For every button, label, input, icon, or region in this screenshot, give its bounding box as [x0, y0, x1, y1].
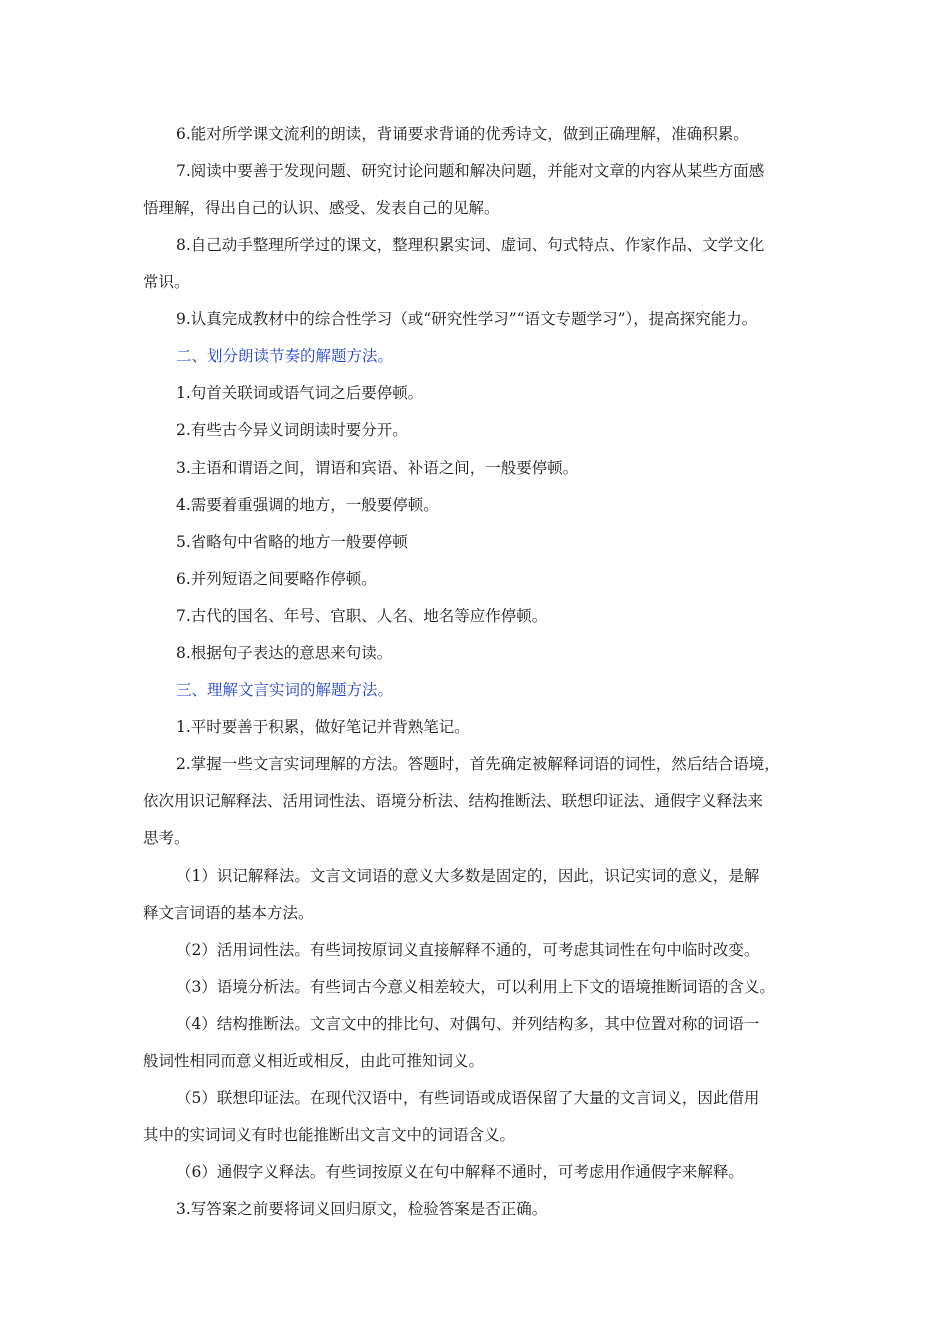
section-heading: 三、理解文言实词的解题方法。: [176, 681, 394, 699]
list-item: 3.写答案之前要将词义回归原文，检验答案是否正确。: [176, 1200, 548, 1218]
paragraph-line: 9.认真完成教材中的综合性学习（或“研究性学习”“语文专题学习”），提高探究能力。: [176, 310, 758, 328]
paragraph-line: 悟理解，得出自己的认识、感受、发表自己的见解。: [143, 199, 500, 217]
paragraph-line: 其中的实词词义有时也能推断出文言文中的词语含义。: [143, 1126, 516, 1144]
paragraph-line: 依次用识记解释法、活用词性法、语境分析法、结构推断法、联想印证法、通假字义释法来: [143, 792, 764, 810]
list-item: 5.省略句中省略的地方一般要停顿: [176, 533, 408, 551]
paragraph-line: 释文言词语的基本方法。: [143, 904, 314, 922]
paragraph-line: 6.能对所学课文流利的朗读，背诵要求背诵的优秀诗文，做到正确理解，准确积累。: [176, 125, 749, 143]
list-item: 2.掌握一些文言实词理解的方法。答题时，首先确定被解释词语的词性，然后结合语境，: [176, 755, 780, 773]
sub-item: （2）活用词性法。有些词按原词义直接解释不通的，可考虑其词性在句中临时改变。: [176, 941, 760, 959]
paragraph-line: 般词性相同而意义相近或相反，由此可推知词义。: [143, 1052, 485, 1070]
sub-item: （6）通假字义释法。有些词按原义在句中解释不通时，可考虑用作通假字来解释。: [176, 1163, 744, 1181]
list-item: 8.根据句子表达的意思来句读。: [176, 644, 393, 662]
list-item: 1.平时要善于积累，做好笔记并背熟笔记。: [176, 718, 470, 736]
section-heading: 二、划分朗读节奏的解题方法。: [176, 347, 394, 365]
paragraph-line: 7.阅读中要善于发现问题、研究讨论问题和解决问题，并能对文章的内容从某些方面感: [176, 162, 765, 180]
sub-item: （4）结构推断法。文言文中的排比句、对偶句、并列结构多，其中位置对称的词语一: [176, 1015, 760, 1033]
list-item: 3.主语和谓语之间，谓语和宾语、补语之间，一般要停顿。: [176, 459, 579, 477]
list-item: 1.句首关联词或语气词之后要停顿。: [176, 384, 424, 402]
paragraph-line: 思考。: [143, 829, 190, 847]
paragraph-line: 常识。: [143, 273, 190, 291]
sub-item: （5）联想印证法。在现代汉语中，有些词语或成语保留了大量的文言词义，因此借用: [176, 1089, 760, 1107]
list-item: 7.古代的国名、年号、官职、人名、地名等应作停顿。: [176, 607, 548, 625]
list-item: 6.并列短语之间要略作停顿。: [176, 570, 377, 588]
list-item: 4.需要着重强调的地方，一般要停顿。: [176, 496, 439, 514]
paragraph-line: 8.自己动手整理所学过的课文，整理积累实词、虚词、句式特点、作家作品、文学文化: [176, 236, 765, 254]
list-item: 2.有些古今异义词朗读时要分开。: [176, 421, 408, 439]
sub-item: （1）识记解释法。文言文词语的意义大多数是固定的，因此，识记实词的意义，是解: [176, 867, 760, 885]
sub-item: （3）语境分析法。有些词古今意义相差较大，可以利用上下文的语境推断词语的含义。: [176, 978, 775, 996]
